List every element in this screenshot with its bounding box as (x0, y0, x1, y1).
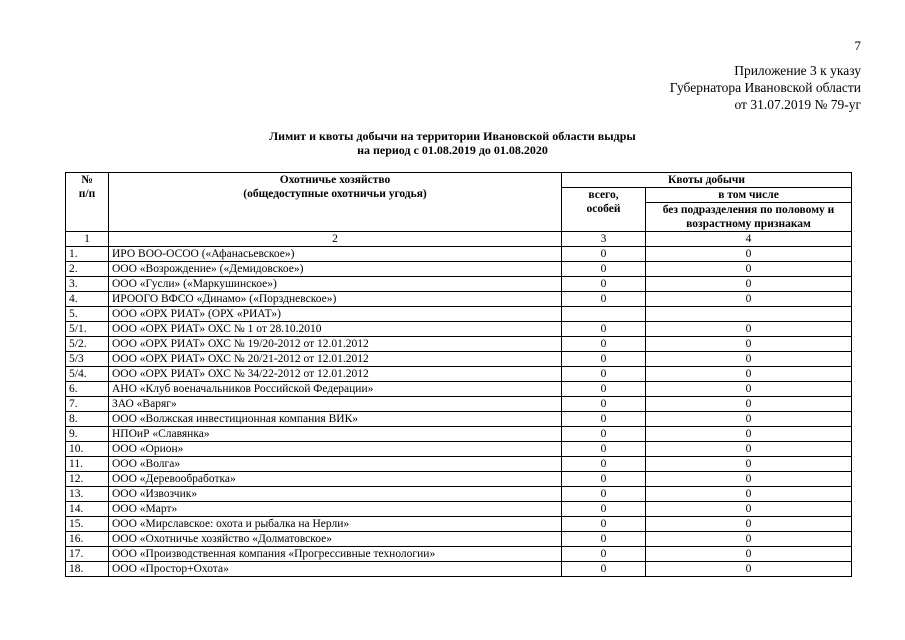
table-row (66, 367, 852, 382)
total-quota-cell: 0 (562, 337, 646, 352)
header-num (66, 173, 109, 232)
header-farm-line-2: (общедоступные охотничьи угодья) (243, 188, 427, 200)
undivided-quota-cell: 0 (646, 442, 852, 457)
row-number-cell: 17. (66, 547, 109, 562)
table-row (66, 547, 852, 562)
table-row (66, 307, 852, 322)
undivided-quota-cell: 0 (646, 517, 852, 532)
undivided-quota-cell: 0 (646, 487, 852, 502)
undivided-quota-cell (646, 307, 852, 322)
farm-name-cell: АНО «Клуб военачальников Российской Федерации» (109, 382, 562, 397)
table-row (66, 562, 852, 577)
farm-name-cell: ООО «ОРХ РИАТ» ОХС № 19/20-2012 от 12.01.2012 (109, 337, 562, 352)
row-number-cell: 18. (66, 562, 109, 577)
undivided-quota-cell: 0 (646, 367, 852, 382)
header-total (562, 188, 646, 232)
total-quota-cell: 0 (562, 247, 646, 262)
farm-name-cell: ООО «Орион» (109, 442, 562, 457)
total-quota-cell: 0 (562, 502, 646, 517)
farm-name-cell: ООО «ОРХ РИАТ» ОХС № 20/21-2012 от 12.01.2012 (109, 352, 562, 367)
page-number: 7 (854, 38, 861, 53)
table-row (66, 322, 852, 337)
row-number-cell: 13. (66, 487, 109, 502)
farm-name-cell: ИРООГО ВФСО «Динамо» («Порздневское») (109, 292, 562, 307)
table-row (66, 457, 852, 472)
row-number-cell: 6. (66, 382, 109, 397)
undivided-quota-cell: 0 (646, 292, 852, 307)
undivided-quota-cell: 0 (646, 547, 852, 562)
document-title (0, 129, 905, 157)
row-number-cell: 16. (66, 532, 109, 547)
farm-name-cell: ООО «Возрождение» («Демидовское») (109, 262, 562, 277)
row-number-cell: 2. (66, 262, 109, 277)
farm-name-cell: ООО «Март» (109, 502, 562, 517)
farm-name-cell: ООО «Деревообработка» (109, 472, 562, 487)
undivided-quota-cell: 0 (646, 262, 852, 277)
header-farm (109, 173, 562, 232)
farm-name-cell: ООО «ОРХ РИАТ» ОХС № 34/22-2012 от 12.01.2012 (109, 367, 562, 382)
table-row (66, 532, 852, 547)
total-quota-cell: 0 (562, 262, 646, 277)
index-cell: 2 (109, 232, 562, 247)
farm-name-cell: ООО «Охотничье хозяйство «Долматовское» (109, 532, 562, 547)
title-line-1: Лимит и квоты добычи на территории Ивановской области выдры (269, 129, 636, 143)
undivided-quota-cell: 0 (646, 532, 852, 547)
header-num-line-1: № (81, 174, 93, 186)
total-quota-cell: 0 (562, 322, 646, 337)
header-num-line-2: п/п (78, 188, 96, 200)
header-row-1 (66, 173, 852, 188)
undivided-quota-cell: 0 (646, 337, 852, 352)
appendix-header (670, 62, 861, 113)
table-row (66, 472, 852, 487)
table-row (66, 427, 852, 442)
farm-name-cell: ООО «ОРХ РИАТ» (ОРХ «РИАТ») (109, 307, 562, 322)
total-quota-cell: 0 (562, 547, 646, 562)
farm-name-cell: НПОиР «Славянка» (109, 427, 562, 442)
total-quota-cell: 0 (562, 562, 646, 577)
row-number-cell: 11. (66, 457, 109, 472)
farm-name-cell: ИРО ВОО-ОСОО («Афанасьевское») (109, 247, 562, 262)
header-farm-line-1: Охотничье хозяйство (279, 174, 391, 186)
table-row (66, 517, 852, 532)
index-cell: 3 (562, 232, 646, 247)
header-total-line-1: всего, (588, 189, 619, 201)
header-including: в том числе (646, 188, 852, 203)
table-body (66, 247, 852, 577)
undivided-quota-cell: 0 (646, 457, 852, 472)
appendix-line-1: Приложение 3 к указу (734, 63, 861, 78)
row-number-cell: 1. (66, 247, 109, 262)
row-number-cell: 15. (66, 517, 109, 532)
quota-table (65, 172, 852, 577)
table-row (66, 292, 852, 307)
row-number-cell: 5/2. (66, 337, 109, 352)
row-number-cell: 9. (66, 427, 109, 442)
undivided-quota-cell: 0 (646, 322, 852, 337)
undivided-quota-cell: 0 (646, 397, 852, 412)
undivided-quota-cell: 0 (646, 412, 852, 427)
table-row (66, 352, 852, 367)
total-quota-cell: 0 (562, 382, 646, 397)
header-nodiv-line-2: возрастному признакам (686, 218, 811, 230)
total-quota-cell: 0 (562, 367, 646, 382)
total-quota-cell: 0 (562, 442, 646, 457)
table-row (66, 337, 852, 352)
farm-name-cell: ООО «Волга» (109, 457, 562, 472)
table-row (66, 262, 852, 277)
undivided-quota-cell: 0 (646, 352, 852, 367)
row-number-cell: 3. (66, 277, 109, 292)
total-quota-cell: 0 (562, 397, 646, 412)
table-row (66, 442, 852, 457)
row-number-cell: 14. (66, 502, 109, 517)
farm-name-cell: ООО «Извозчик» (109, 487, 562, 502)
total-quota-cell: 0 (562, 472, 646, 487)
header-nodiv-line-1: без подразделения по половому и (662, 204, 835, 216)
table-row (66, 412, 852, 427)
undivided-quota-cell: 0 (646, 247, 852, 262)
total-quota-cell: 0 (562, 457, 646, 472)
row-number-cell: 5. (66, 307, 109, 322)
header-nodiv (646, 203, 852, 232)
appendix-line-2: Губернатора Ивановской области (669, 80, 861, 95)
total-quota-cell: 0 (562, 427, 646, 442)
row-number-cell: 12. (66, 472, 109, 487)
row-number-cell: 8. (66, 412, 109, 427)
undivided-quota-cell: 0 (646, 277, 852, 292)
row-number-cell: 5/4. (66, 367, 109, 382)
header-quotas: Квоты добычи (562, 173, 852, 188)
undivided-quota-cell: 0 (646, 382, 852, 397)
table-row (66, 502, 852, 517)
table-row (66, 277, 852, 292)
table-row (66, 397, 852, 412)
total-quota-cell: 0 (562, 517, 646, 532)
farm-name-cell: ЗАО «Варяг» (109, 397, 562, 412)
title-line-2: на период с 01.08.2019 до 01.08.2020 (357, 143, 548, 157)
index-cell: 4 (646, 232, 852, 247)
row-number-cell: 5/3 (66, 352, 109, 367)
farm-name-cell: ООО «Простор+Охота» (109, 562, 562, 577)
farm-name-cell: ООО «Производственная компания «Прогрессивные технологии» (109, 547, 562, 562)
row-number-cell: 5/1. (66, 322, 109, 337)
total-quota-cell: 0 (562, 352, 646, 367)
farm-name-cell: ООО «Волжская инвестиционная компания ВИК» (109, 412, 562, 427)
total-quota-cell (562, 307, 646, 322)
header-total-line-2: особей (586, 203, 621, 215)
index-cell: 1 (66, 232, 109, 247)
row-number-cell: 7. (66, 397, 109, 412)
appendix-line-3: от 31.07.2019 № 79-уг (734, 97, 861, 112)
row-number-cell: 4. (66, 292, 109, 307)
farm-name-cell: ООО «ОРХ РИАТ» ОХС № 1 от 28.10.2010 (109, 322, 562, 337)
total-quota-cell: 0 (562, 532, 646, 547)
table-row (66, 382, 852, 397)
undivided-quota-cell: 0 (646, 502, 852, 517)
farm-name-cell: ООО «Гусли» («Маркушинское») (109, 277, 562, 292)
table-row (66, 487, 852, 502)
index-row (66, 232, 852, 247)
undivided-quota-cell: 0 (646, 562, 852, 577)
farm-name-cell: ООО «Мирславское: охота и рыбалка на Нерли» (109, 517, 562, 532)
total-quota-cell: 0 (562, 487, 646, 502)
table-row (66, 247, 852, 262)
row-number-cell: 10. (66, 442, 109, 457)
undivided-quota-cell: 0 (646, 427, 852, 442)
total-quota-cell: 0 (562, 412, 646, 427)
undivided-quota-cell: 0 (646, 472, 852, 487)
total-quota-cell: 0 (562, 292, 646, 307)
total-quota-cell: 0 (562, 277, 646, 292)
